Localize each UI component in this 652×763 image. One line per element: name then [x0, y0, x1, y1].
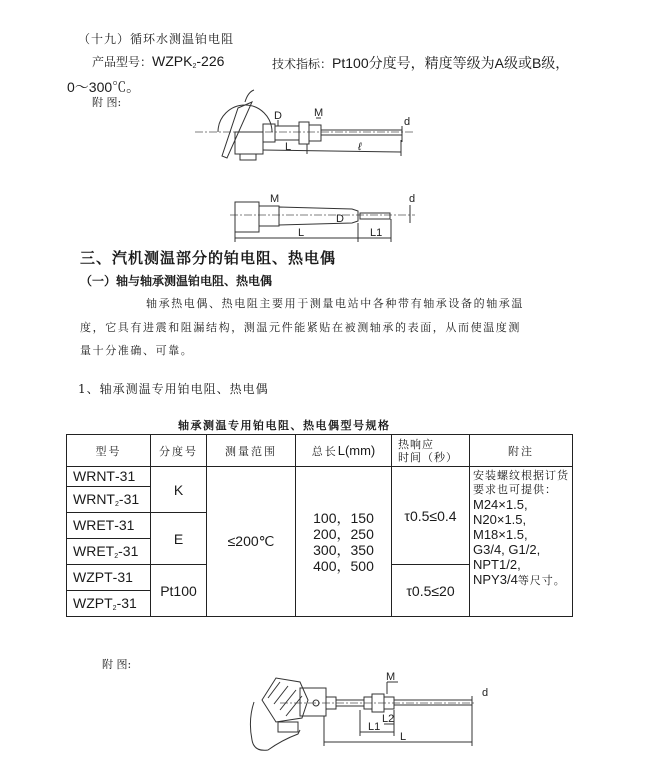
model-suffix: -31 — [118, 543, 139, 559]
model-cell — [67, 591, 151, 617]
note-item: M18×1.5, — [473, 527, 528, 542]
sub-heading: （一）轴与轴承测温铂电阻、热电偶 — [80, 274, 273, 288]
product-model-base: WZPK — [152, 53, 193, 69]
model-suffix: -31 — [115, 468, 136, 484]
label-l: ℓ — [358, 141, 362, 153]
header-response-l2: 时间（秒） — [398, 450, 458, 464]
table-caption: 轴承测温专用铂电阻、热电偶型号规格 — [178, 419, 391, 432]
label-L2: L2 — [382, 713, 395, 725]
model-sub: 2 — [114, 553, 119, 560]
paragraph-line-2: 度，它具有进震和阻漏结构，测温元件能紧贴在被测轴承的表面，从而使温度测 — [80, 321, 521, 334]
section-title: （十九）循环水测温铂电阻 — [78, 32, 235, 46]
product-model-value — [152, 53, 224, 69]
product-model-label: 产品型号： — [92, 55, 153, 69]
section-heading: 三、汽机测温部分的铂电阻、热电偶 — [80, 249, 337, 267]
label-L: L — [298, 227, 305, 239]
graduation-cell: K — [151, 467, 207, 513]
spec-table — [66, 434, 573, 617]
note-text: 安装螺纹根据订货要求也可提供： — [473, 469, 569, 496]
fitting — [309, 125, 321, 141]
response-cell: τ0.5≤0.4 — [392, 467, 470, 565]
lid-hinge — [222, 102, 252, 158]
model-suffix: -31 — [118, 491, 140, 507]
model-base: WRET — [73, 517, 115, 533]
length-value: 400，500 — [313, 557, 374, 574]
range-cell: ≤200℃ — [207, 467, 296, 617]
paragraph-line-1: 轴承热电偶、热电阻主要用于测量电站中各种带有轴承设备的轴承温 — [146, 297, 524, 310]
response-cell: τ0.5≤20 — [392, 565, 470, 617]
label-L1: L1 — [368, 721, 381, 733]
header-graduation: 分度号 — [151, 435, 207, 467]
length-value: 200，250 — [313, 525, 374, 542]
junction-head — [262, 678, 308, 722]
graduation-cell: Pt100 — [151, 565, 207, 617]
nut — [299, 122, 309, 144]
connecting-tube — [275, 126, 299, 140]
thermometer-drawing-2 — [190, 175, 430, 250]
table-header-row — [67, 435, 573, 467]
model-suffix: -31 — [114, 517, 135, 533]
header-model: 型号 — [67, 435, 151, 467]
hex-nut — [235, 202, 259, 232]
length-value: 300，350 — [313, 541, 374, 558]
label-M: M — [314, 107, 324, 119]
neck — [263, 124, 275, 142]
dim-line — [263, 150, 401, 152]
thread — [259, 206, 279, 226]
model-base: WRNT — [73, 491, 115, 507]
label-L: L — [285, 141, 292, 153]
label-d: d — [404, 116, 411, 128]
model-suffix: -31 — [116, 595, 137, 611]
model-base: WRNT — [73, 468, 115, 484]
label-D: D — [274, 110, 282, 122]
cable — [250, 702, 300, 750]
head-base — [235, 132, 263, 154]
product-model-line — [92, 53, 224, 70]
graduation-cell: E — [151, 513, 207, 565]
label-d: d — [409, 193, 416, 205]
note-item — [473, 572, 569, 588]
header-length: 总长L(mm) — [296, 435, 392, 467]
note-item: NPT1/2, — [473, 557, 521, 572]
model-base: WZPT — [73, 569, 113, 585]
model-cell — [67, 513, 151, 539]
header-range: 测量范围 — [207, 435, 296, 467]
label-d: d — [482, 687, 489, 699]
figure-label-3: 附 图: — [102, 658, 132, 671]
item-heading: 1、轴承测温专用铂电阻、热电偶 — [78, 382, 269, 396]
range-text: 0～300℃。 — [67, 79, 141, 95]
model-cell — [67, 539, 151, 565]
model-cell — [67, 467, 151, 487]
note-cell — [470, 467, 573, 617]
note-item: M24×1.5, — [473, 497, 528, 512]
chain — [245, 90, 254, 102]
spec-label: 技术指标： — [272, 57, 333, 71]
label-L: L — [400, 731, 407, 743]
label-L1: L1 — [370, 227, 383, 239]
model-suffix: -31 — [112, 569, 133, 585]
header-response-l1: 热响应 — [398, 437, 434, 451]
model-sub: 2 — [115, 501, 119, 508]
product-model-suffix: -226 — [196, 53, 225, 69]
spec-line — [272, 53, 569, 73]
model-sub: 2 — [112, 605, 117, 612]
probe-tip — [360, 213, 390, 219]
label-M: M — [270, 193, 280, 205]
head-fins — [268, 682, 302, 716]
spec-text: Pt100分度号，精度等级为A级或B级， — [332, 55, 570, 71]
header-note: 附注 — [470, 435, 573, 467]
header-response — [392, 435, 470, 467]
figure-label-1: 附 图: — [92, 96, 122, 109]
product-model-sub: 2 — [192, 63, 197, 70]
note-last-cn: 等尺寸。 — [517, 574, 566, 587]
length-cell — [296, 467, 392, 617]
label-M: M — [386, 671, 396, 683]
note-item: G3/4, G1/2, — [473, 542, 541, 557]
thermometer-drawing-1 — [190, 80, 430, 180]
length-value: 100，150 — [313, 509, 374, 526]
model-cell — [67, 487, 151, 513]
model-base: WZPT — [73, 595, 113, 611]
body — [279, 207, 358, 225]
gland — [278, 722, 298, 732]
cable-gland — [240, 154, 256, 160]
model-cell — [67, 565, 151, 591]
table-row — [67, 467, 573, 487]
paragraph-line-3: 量十分准确、可靠。 — [80, 344, 194, 357]
thermometer-drawing-3 — [240, 660, 500, 763]
label-D: D — [336, 213, 344, 225]
note-item: N20×1.5, — [473, 512, 527, 527]
model-base: WRET — [73, 543, 115, 559]
note-last-lat: NPY3/4 — [473, 572, 518, 587]
